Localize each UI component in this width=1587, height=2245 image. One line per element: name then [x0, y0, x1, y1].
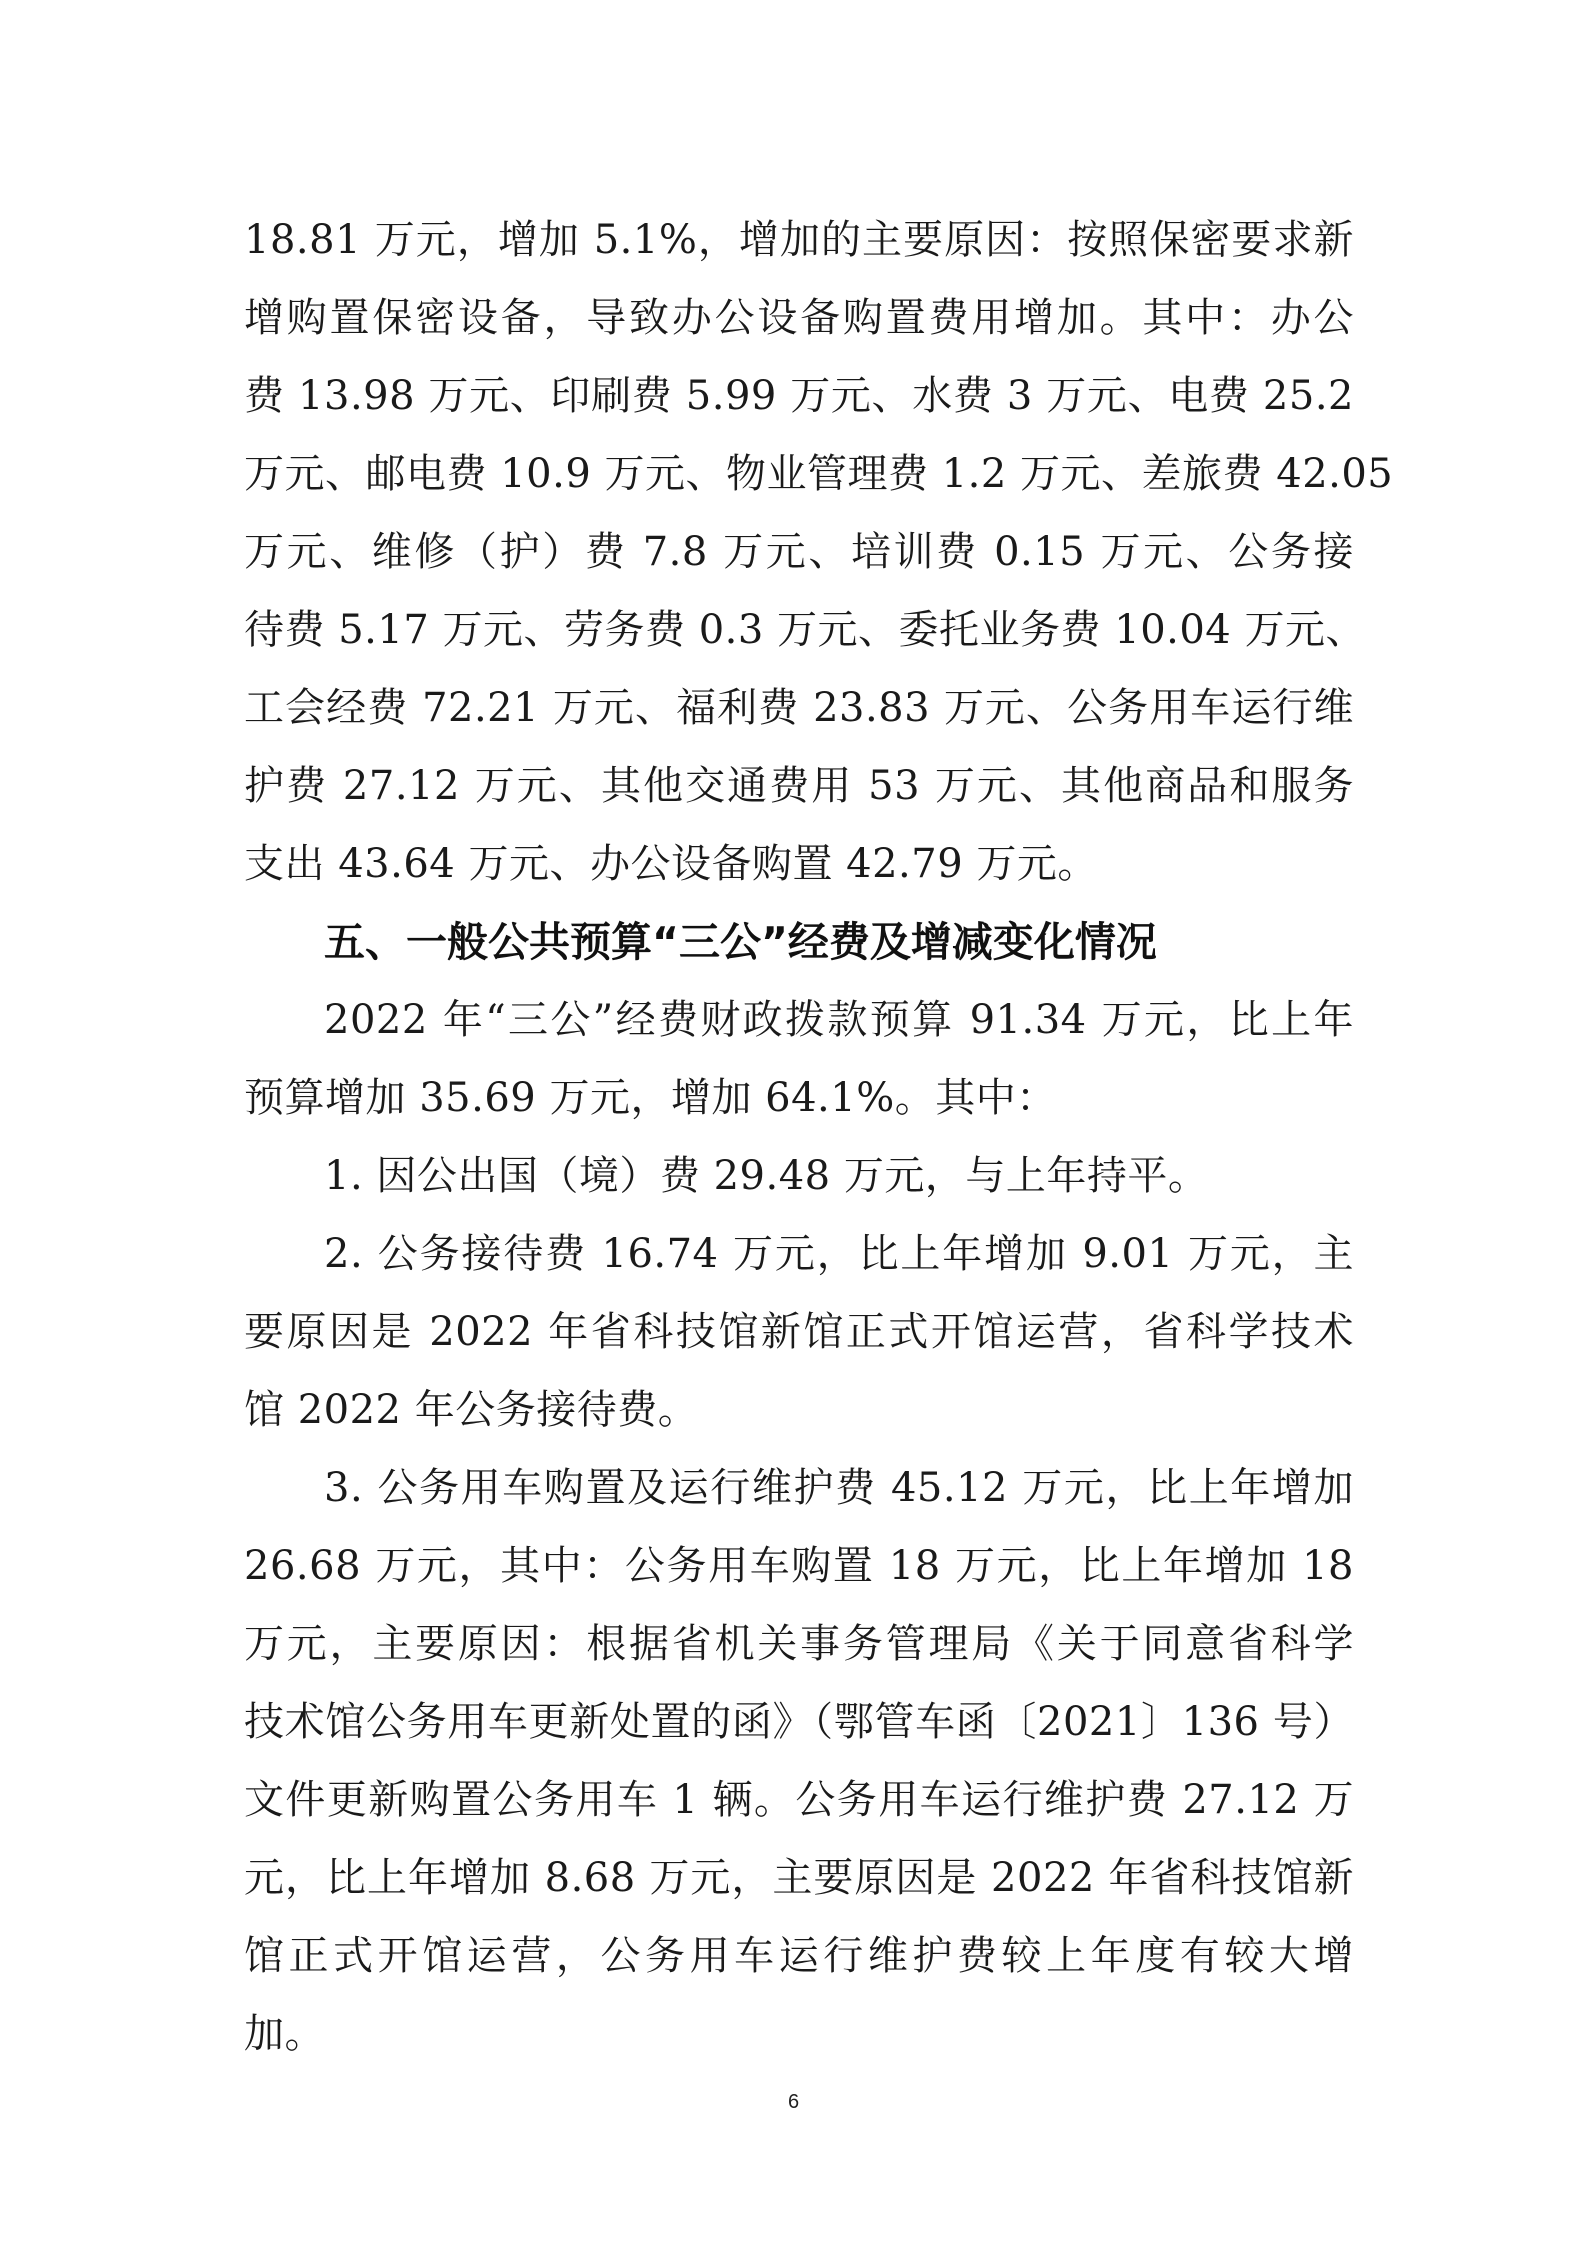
body-text-line: 26.68 万元，其中：公务用车购置 18 万元，比上年增加 18 [244, 1543, 1354, 1589]
body-text-line: 支出 43.64 万元、办公设备购置 42.79 万元。 [244, 841, 1098, 887]
body-text-line: 18.81 万元，增加 5.1%，增加的主要原因：按照保密要求新 [244, 217, 1354, 263]
body-text-line: 护费 27.12 万元、其他交通费用 53 万元、其他商品和服务 [244, 763, 1354, 809]
list-item-line: 1. 因公出国（境）费 29.48 万元，与上年持平。 [324, 1153, 1209, 1199]
body-text-line: 费 13.98 万元、印刷费 5.99 万元、水费 3 万元、电费 25.2 [244, 373, 1354, 419]
body-text-line: 工会经费 72.21 万元、福利费 23.83 万元、公务用车运行维 [244, 685, 1354, 731]
body-text-line: 万元，主要原因：根据省机关事务管理局《关于同意省科学 [244, 1621, 1354, 1667]
body-text-line: 加。 [244, 2011, 325, 2057]
body-text-line: 馆 2022 年公务接待费。 [244, 1387, 699, 1433]
body-text-line: 馆正式开馆运营，公务用车运行维护费较上年度有较大增 [244, 1933, 1354, 1979]
body-text-line: 要原因是 2022 年省科技馆新馆正式开馆运营，省科学技术 [244, 1309, 1354, 1355]
body-text-line: 增购置保密设备，导致办公设备购置费用增加。其中：办公 [244, 295, 1354, 341]
body-text-line: 预算增加 35.69 万元，增加 64.1%。其中： [244, 1075, 1057, 1121]
section-heading: 五、一般公共预算“三公”经费及增减变化情况 [324, 918, 1157, 966]
body-text-line: 万元、邮电费 10.9 万元、物业管理费 1.2 万元、差旅费 42.05 [244, 451, 1394, 497]
body-text-line: 2022 年“三公”经费财政拨款预算 91.34 万元，比上年 [324, 997, 1354, 1043]
body-text-line: 待费 5.17 万元、劳务费 0.3 万元、委托业务费 10.04 万元、 [244, 607, 1366, 653]
page-number: 6 [787, 2091, 800, 2113]
body-text-line: 文件更新购置公务用车 1 辆。公务用车运行维护费 27.12 万 [244, 1777, 1354, 1823]
list-item-line: 3. 公务用车购置及运行维护费 45.12 万元，比上年增加 [324, 1465, 1354, 1511]
list-item-line: 2. 公务接待费 16.74 万元，比上年增加 9.01 万元，主 [324, 1231, 1354, 1277]
body-text-line: 万元、维修（护）费 7.8 万元、培训费 0.15 万元、公务接 [244, 529, 1354, 575]
body-text-line: 元，比上年增加 8.68 万元，主要原因是 2022 年省科技馆新 [244, 1855, 1354, 1901]
body-text-line: 技术馆公务用车更新处置的函》（鄂管车函〔2021〕136 号） [244, 1699, 1354, 1745]
